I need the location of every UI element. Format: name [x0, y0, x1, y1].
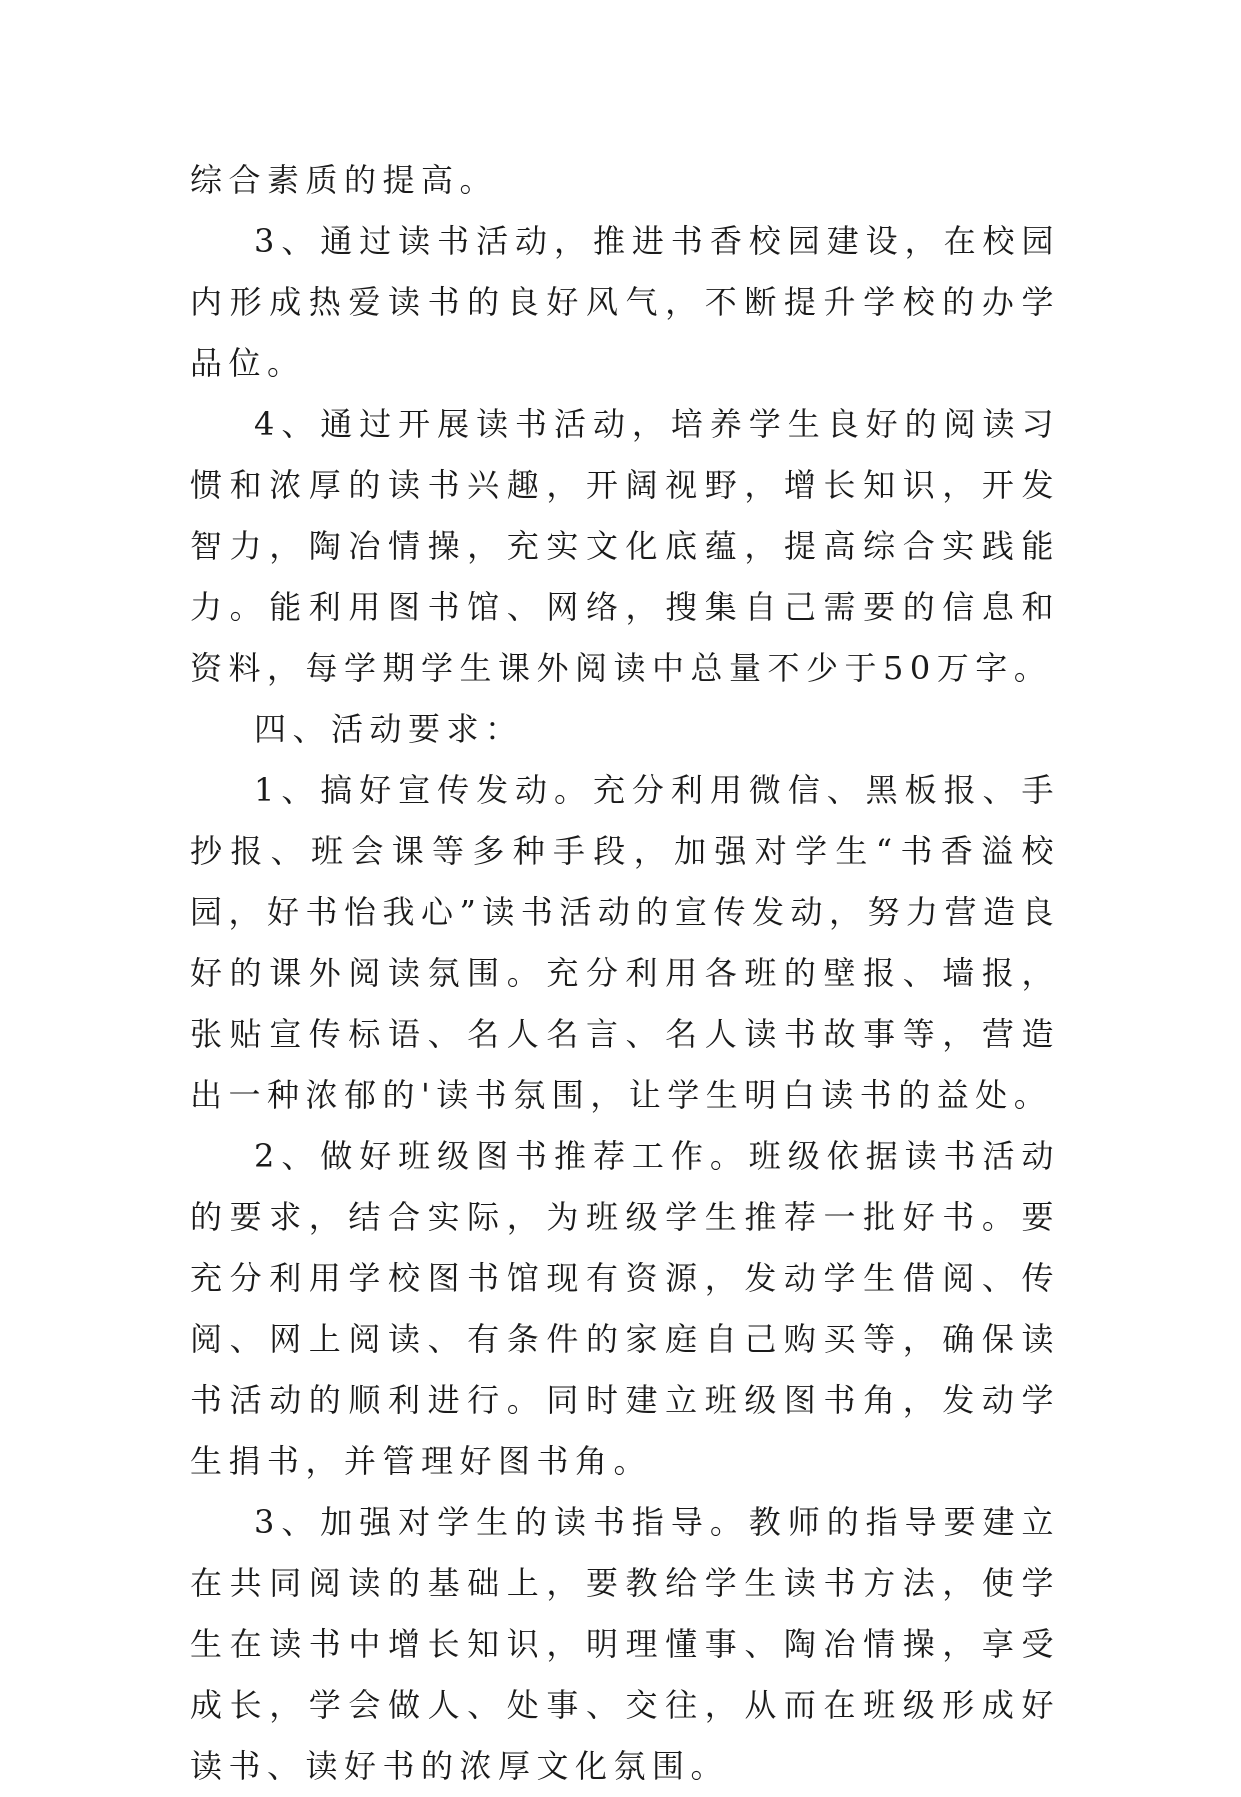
- paragraph-requirement-1: 1、搞好宣传发动。充分利用微信、黑板报、手抄报、班会课等多种手段，加强对学生“书香溢校园，好书怡我心”读书活动的宣传发动，努力营造良好的课外阅读氛围。充分利用各班的壁报、墙报，张贴宣传标语、名人名言、名人读书故事等，营造出一种浓郁的'读书氛围，让学生明白读书的益处。: [190, 771, 1060, 1114]
- document-body: [190, 150, 1060, 1797]
- paragraph-requirement-2: 2、做好班级图书推荐工作。班级依据读书活动的要求，结合实际，为班级学生推荐一批好书。要充分利用学校图书馆现有资源，发动学生借阅、传阅、网上阅读、有条件的家庭自己购买等，确保读书活动的顺利进行。同时建立班级图书角，发动学生捐书，并管理好图书角。: [190, 1137, 1060, 1480]
- paragraph-requirement-3: 3、加强对学生的读书指导。教师的指导要建立在共同阅读的基础上，要教给学生读书方法，使学生在读书中增长知识，明理懂事、陶冶情操，享受成长，学会做人、处事、交往，从而在班级形成好读书、读好书的浓厚文化氛围。: [190, 1503, 1060, 1785]
- section-heading-requirements: 四、活动要求：: [254, 710, 524, 748]
- paragraph-goal-4: 4、通过开展读书活动，培养学生良好的阅读习惯和浓厚的读书兴趣，开阔视野，增长知识，开发智力，陶冶情操，充实文化底蕴，提高综合实践能力。能利用图书馆、网络，搜集自己需要的信息和资料，每学期学生课外阅读中总量不少于50万字。: [190, 405, 1060, 687]
- paragraph-continuation: 综合素质的提高。: [190, 161, 499, 199]
- paragraph-goal-3: 3、通过读书活动，推进书香校园建设，在校园内形成热爱读书的良好风气，不断提升学校的办学品位。: [190, 222, 1060, 382]
